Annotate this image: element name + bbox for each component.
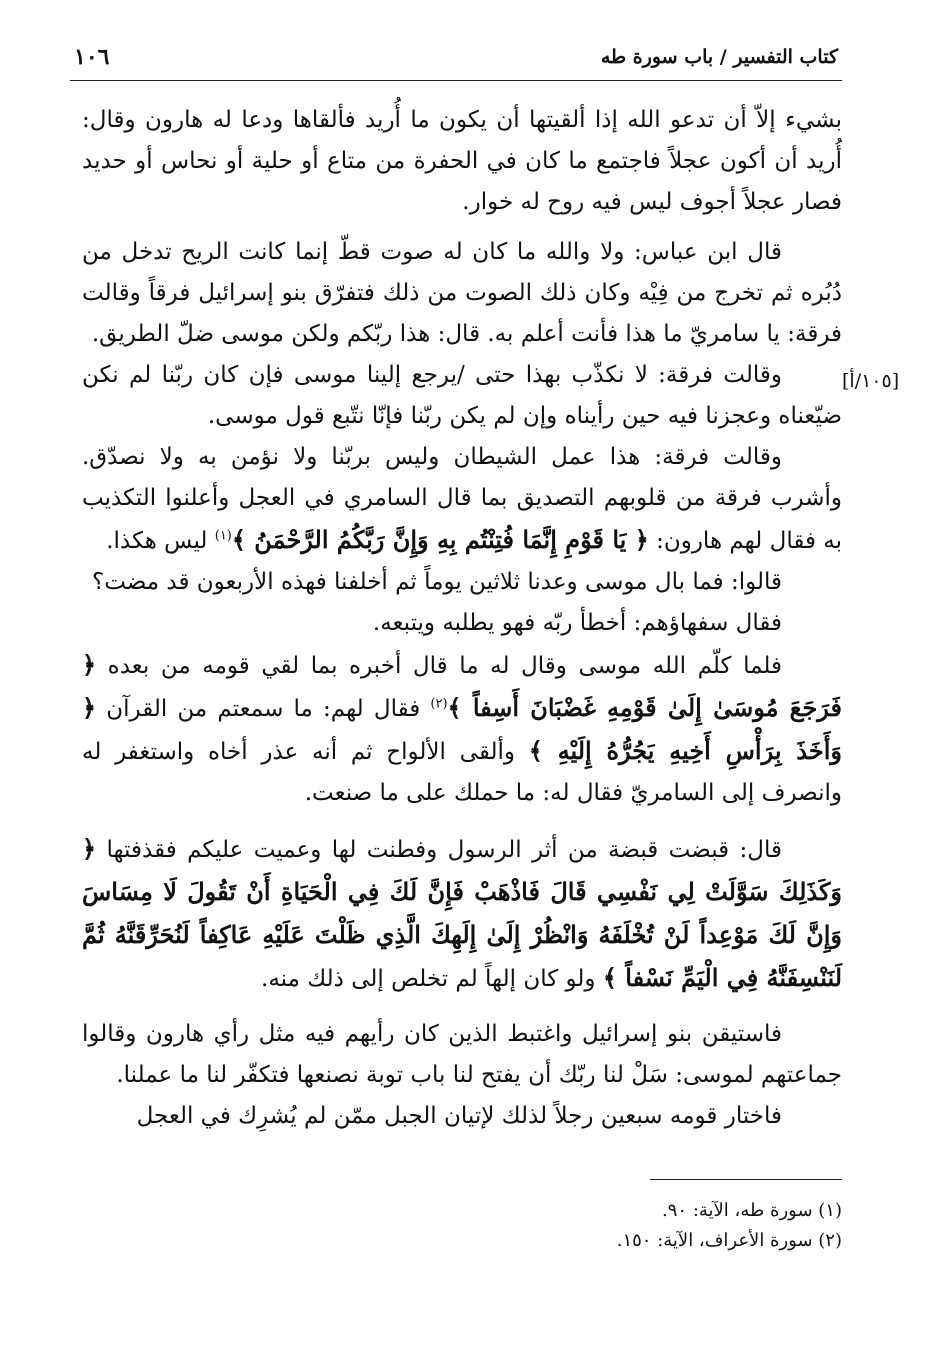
paragraph-5: قالوا: فما بال موسى وعدنا ثلاثين يوماً ثم أخلفنا فهذه الأربعون قد مضت؟ xyxy=(92,569,782,595)
running-title: كتاب التفسير / باب سورة طه xyxy=(600,46,838,68)
paragraph-7-text: فلما كلّم الله موسى وقال له ما قال أخبره بما لقي قومه من بعده xyxy=(96,653,782,679)
main-text xyxy=(82,100,842,1137)
paragraph-4 xyxy=(82,437,842,562)
page-header xyxy=(70,44,840,80)
paragraph-8-text: قال: قبضت قبضة من أثر الرسول وفطنت لها وعميت عليكم فقذفتها xyxy=(96,837,782,863)
page-number: ١٠٦ xyxy=(74,44,110,70)
paragraph-3: وقالت فرقة: لا نكذّب بهذا حتى /يرجع إلينا موسى فإن كان ربّنا لم نكن ضيّعناه وعجزنا فيه حين رأيناه وإن لم يكن ربّنا فإنّا نتّبع قول موسى. xyxy=(82,362,842,429)
header-rule xyxy=(70,80,842,81)
footnote-rule xyxy=(650,1179,842,1180)
footnote-marker-2: (٢) xyxy=(430,696,448,712)
quran-verse: ﴿ يَا قَوْمِ إِنَّمَا فُتِنْتُم بِهِ وَإِنَّ رَبَّكُمُ الرَّحْمَنُ ﴾ xyxy=(231,525,649,554)
footnote-marker-1: (١) xyxy=(214,528,232,544)
footnote-1: (١) سورة طه، الآية: ٩٠. xyxy=(662,1200,842,1221)
footnotes xyxy=(400,1196,842,1256)
paragraph-4-text: وقالت فرقة: هذا عمل الشيطان وليس بربّنا ولا نؤمن به ولا نصدّق. وأشرب فرقة من قلوبهم التصديق بما قال السامري في العجل وأعلنوا التكذيب به فقال لهم هارون: xyxy=(82,444,842,554)
margin-reference: [١٠٥/أ] xyxy=(842,370,900,392)
quran-verse: ﴿ وَأَخَذَ بِرَأْسِ أَخِيهِ يَجُرُّهُ إِلَيْهِ ﴾ xyxy=(82,693,842,765)
paragraph-4-tail: ليس هكذا. xyxy=(106,528,215,554)
paragraph-6: فقال سفهاؤهم: أخطأ ربّه فهو يطلبه ويتبعه. xyxy=(372,610,782,636)
footnote-2: (٢) سورة الأعراف، الآية: ١٥٠. xyxy=(616,1230,842,1251)
quran-verse: ﴿ وَكَذَلِكَ سَوَّلَتْ لِي نَفْسِي قَالَ فَاذْهَبْ فَإِنَّ لَكَ فِي الْحَيَاةِ أَنْ تَقُولَ لَا مِسَاسَ وَإِنَّ لَكَ مَوْعِداً لَنْ تُخْلَفَهُ وَانْظُرْ إِلَىٰ إِلَهِكَ الَّذِي ظَلْتَ عَلَيْهِ عَاكِفاً لَنُحَرِّقَنَّهُ ثُمَّ لَنَنْسِفَنَّهُ فِي الْيَمِّ نَسْفاً ﴾ xyxy=(82,834,842,992)
paragraph-7-tail: وألقى الألواح ثم أنه عذر أخاه واستغفر له وانصرف إلى السامريّ فقال له: ما حملك على ما صنعت. xyxy=(82,739,842,806)
paragraph-8 xyxy=(82,828,842,1000)
paragraph-2: قال ابن عباس: ولا والله ما كان له صوت قطّ إنما كانت الريح تدخل من دُبُره ثم تخرج من فِيْه وكان ذلك الصوت من ذلك فتفرّق بنو إسرائيل فرقاً وقالت فرقة: يا سامريّ ما هذا فأنت أعلم به. قال: هذا ربّكم ولكن موسى ضلّ الطريق. xyxy=(82,239,842,347)
paragraph-9: فاستيقن بنو إسرائيل واغتبط الذين كان رأيهم فيه مثل رأي هارون وقالوا جماعتهم لموسى: سَلْ لنا ربّك أن يفتح لنا باب توبة نصنعها فتكفّر لنا ما عملنا. xyxy=(82,1021,842,1088)
paragraph-1: بشيء إلاّ أن تدعو الله إذا ألقيتها أن يكون ما أُريد فألقاها ودعا له هارون وقال: أُريد أن أكون عجلاً فاجتمع ما كان في الحفرة من متاع أو حلية أو نحاس أو حديد فصار عجلاً أجوف ليس فيه روح له خوار. xyxy=(82,107,842,215)
paragraph-10: فاختار قومه سبعين رجلاً لذلك لإتيان الجبل ممّن لم يُشرِك في العجل xyxy=(136,1103,782,1129)
paragraph-7-mid: فقال لهم: ما سمعتم من القرآن xyxy=(96,696,431,722)
paragraph-8-tail: ولو كان إلهاً لم تخلص إلى ذلك منه. xyxy=(261,966,603,992)
quran-verse: ﴿ فَرَجَعَ مُوسَىٰ إِلَىٰ قَوْمِهِ غَضْبَانَ أَسِفاً ﴾ xyxy=(82,650,842,722)
paragraph-7 xyxy=(82,644,842,814)
